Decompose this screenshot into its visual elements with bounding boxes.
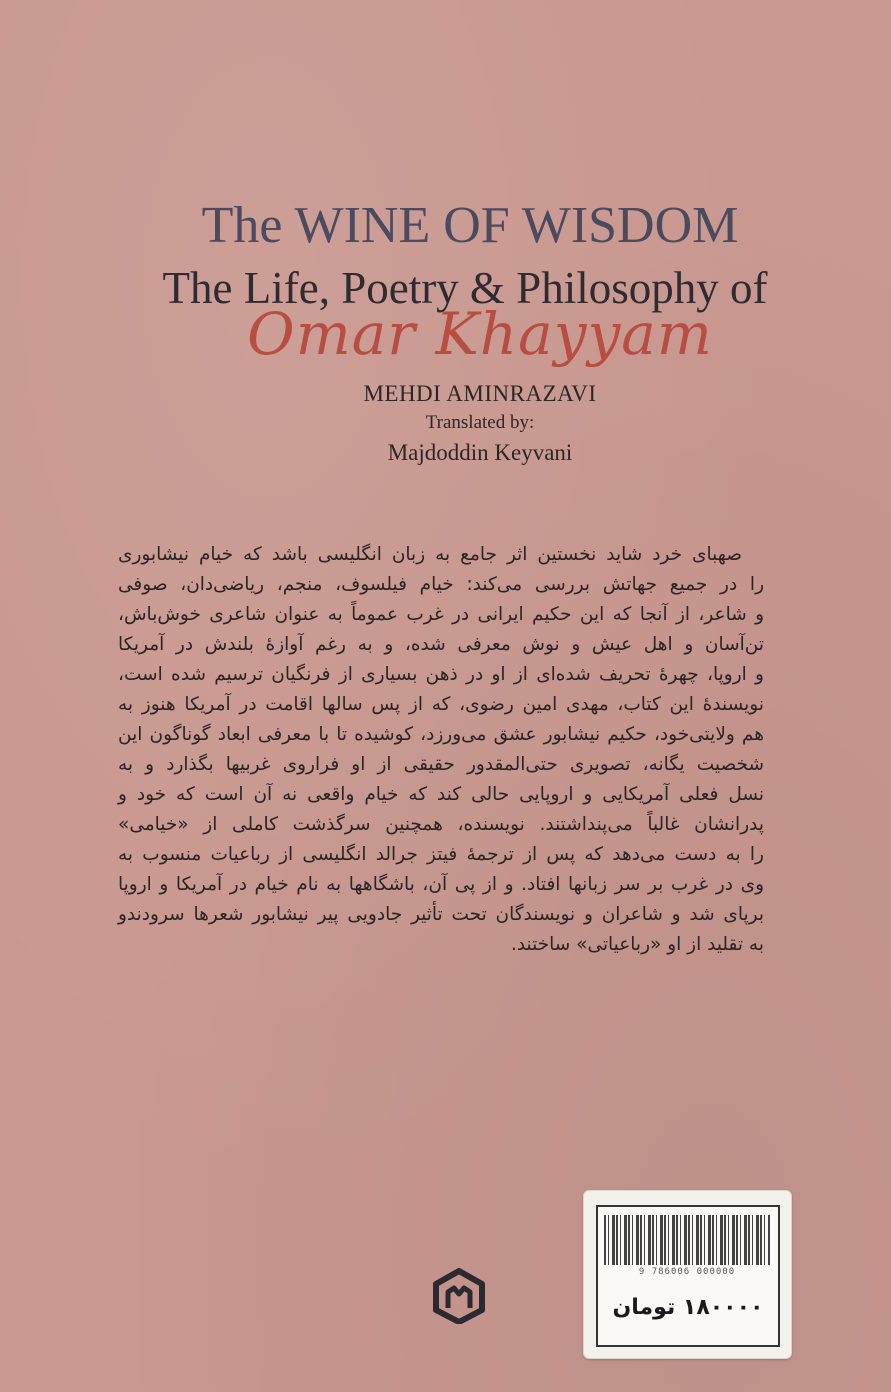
translated-by-label: Translated by: bbox=[425, 412, 535, 433]
blurb-text bbox=[118, 540, 764, 960]
blurb-line: وی در غرب بر سر زبانها افتاد. و از پی آن، باشگاهها به نام خیام در آمریکا و اروپا bbox=[118, 874, 764, 895]
blurb-line: تن‌آسان و اهل عیش و نوش معرفی شده، و به رغم آوازهٔ بلندش در آمریکا bbox=[118, 634, 764, 655]
price-sticker bbox=[583, 1190, 792, 1359]
book-subject-name: Omar Khayyam bbox=[247, 300, 713, 368]
blurb-line: پدرانشان غالباً می‌پنداشتند. نویسنده، همچنین سرگذشت کاملی از «خیامی» bbox=[118, 814, 764, 835]
blurb-line: شخصیت یگانه، تصویری حتی‌المقدور حقیقی از او فراروی غربیها بگذارد و به bbox=[118, 754, 764, 775]
blurb-line: برپای شد و شاعران و نویسندگان تحت تأثیر جادویی پیر نیشابور شعرها سرودندو bbox=[118, 904, 764, 925]
blurb-line: و شاعر، از آنجا که این حکیم ایرانی در غرب عموماً به عنوان شاعری خوش‌باش، bbox=[118, 604, 764, 625]
author-name: MEHDI AMINRAZAVI bbox=[363, 381, 597, 406]
barcode bbox=[604, 1215, 770, 1265]
blurb-line: و اروپا، چهرهٔ تحریف شده‌ای از او در ذهن بسیاری از فرنگیان ترسیم شده است، bbox=[118, 664, 764, 685]
publisher-logo-icon bbox=[432, 1268, 486, 1324]
blurb-line: صهبای خرد شاید نخستین اثر جامع به زبان انگلیسی باشد که خیام نیشابوری bbox=[118, 544, 742, 565]
price-sticker-frame bbox=[596, 1205, 780, 1347]
blurb-line: به تقلید از او «رباعیاتی» ساختند. bbox=[510, 934, 764, 955]
blurb-line: نویسندهٔ این کتاب، مهدی امین رضوی، که از پس سالها اقامت در آمریکا هنوز به bbox=[118, 694, 764, 715]
blurb-line: نسل فعلی آمریکایی و اروپایی حالی کند که خیام واقعی نه آن است که خود و bbox=[118, 784, 764, 805]
translator-name: Majdoddin Keyvani bbox=[387, 440, 573, 465]
price-label: ۱۸۰۰۰۰ تومان bbox=[612, 1295, 764, 1320]
book-subtitle: The Life, Poetry & Philosophy of bbox=[162, 263, 768, 313]
blurb-line: را در جمیع جهاتش بررسی می‌کند: خیام فیلسوف، منجم، ریاضی‌دان، صوفی bbox=[118, 574, 764, 595]
blurb-line: را به دست می‌دهد که پس از ترجمهٔ فیتز جرالد انگلیسی از رباعیات منسوب به bbox=[118, 844, 764, 865]
book-title: The WINE OF WISDOM bbox=[201, 197, 739, 254]
barcode-number: 9 786006 000000 bbox=[638, 1267, 736, 1277]
blurb-line: هم ولایتی‌خود، حکیم نیشابور عشق می‌ورزد، کوشیده تا با معرفی ابعاد گوناگون این bbox=[118, 724, 764, 745]
